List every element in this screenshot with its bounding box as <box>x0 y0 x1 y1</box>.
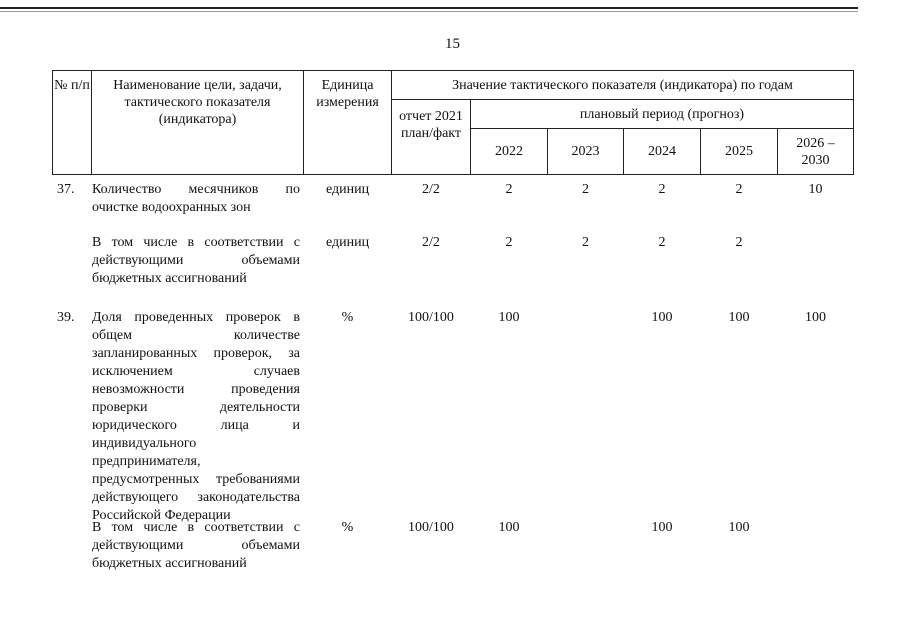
row-value: 2 <box>735 235 743 250</box>
row-value: 2 <box>505 182 513 197</box>
row-value: 10 <box>808 182 823 197</box>
header-year: 2024 <box>623 128 701 175</box>
row-name: В том числе в соответствии с действующими объемами бюджетных ассигнований <box>92 520 300 571</box>
row-value: 2 <box>582 182 589 197</box>
row-value: 2 <box>505 235 513 250</box>
row-value: 100 <box>805 310 826 325</box>
row-report: 2/2 <box>422 235 440 250</box>
header-year: 2023 <box>547 128 624 175</box>
row-value: 2 <box>658 235 666 250</box>
row-unit: % <box>341 520 354 535</box>
row-report: 2/2 <box>422 182 440 197</box>
header-year: 2026 – 2030 <box>777 128 854 175</box>
row-value: 2 <box>735 182 743 197</box>
header-year: 2025 <box>700 128 778 175</box>
row-number: 37. <box>57 182 75 197</box>
row-name: Количество месячников по очистке водоохранных зон <box>92 182 300 215</box>
row-value: 100 <box>728 310 750 325</box>
page-number: 15 <box>445 36 460 52</box>
row-report: 100/100 <box>408 310 454 325</box>
top-rule-thin <box>0 11 858 12</box>
header-num: № п/п <box>52 70 92 175</box>
header-values: Значение тактического показателя (индикатора) по годам <box>391 70 854 100</box>
row-value: 100 <box>498 520 520 535</box>
row-value: 100 <box>728 520 750 535</box>
header-year: 2022 <box>470 128 548 175</box>
row-value: 2 <box>582 235 589 250</box>
row-value: 100 <box>651 310 673 325</box>
row-name: Доля проведенных проверок в общем количестве запланированных проверок, за исключением случаев невозможности проведения проверки деятельности юридического лица и индивидуального предпринимателя, предусмотренных требованиями действующего законодательства Российской Федерации <box>92 310 300 523</box>
row-unit: единиц <box>325 235 370 250</box>
row-name: В том числе в соответствии с действующими объемами бюджетных ассигнований <box>92 235 300 286</box>
row-unit: % <box>341 310 354 325</box>
header-unit: Единица измерения <box>303 70 392 175</box>
row-number: 39. <box>57 310 75 325</box>
header-plan-period: плановый период (прогноз) <box>470 99 854 129</box>
row-value: 100 <box>498 310 520 325</box>
row-value: 100 <box>651 520 673 535</box>
row-unit: единиц <box>325 182 370 197</box>
row-value: 2 <box>658 182 666 197</box>
row-report: 100/100 <box>408 520 454 535</box>
top-rule <box>0 7 858 9</box>
header-report: отчет 2021 план/факт <box>391 99 471 175</box>
header-name: Наименование цели, задачи, тактического показателя (индикатора) <box>91 70 304 175</box>
